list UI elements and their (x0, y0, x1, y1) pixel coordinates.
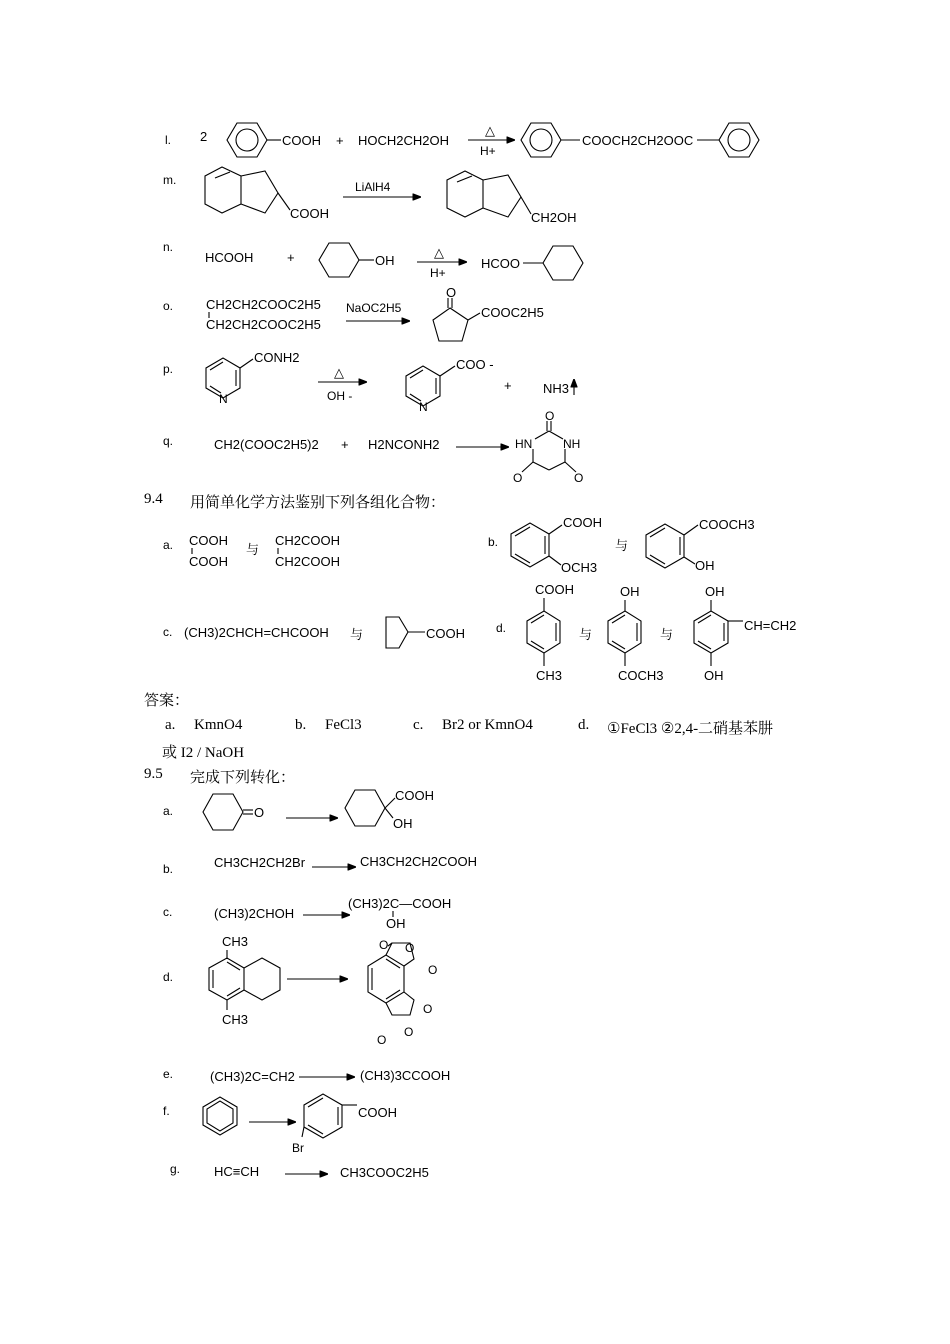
benzene-ring (608, 611, 641, 653)
reagent-lialh4: LiAlH4 (355, 180, 391, 194)
plus-sign: + (336, 133, 344, 148)
transform-d (163, 934, 437, 1047)
section-9-5-title: 完成下列转化： (190, 770, 296, 786)
diester-linker: COOCH2CH2OOC (582, 133, 694, 148)
methoxy-group: OCH3 (561, 560, 598, 575)
reaction-m (163, 167, 577, 225)
identify-d (496, 582, 796, 683)
item-label: e. (163, 1067, 174, 1081)
acid-catalyst: H+ (480, 144, 496, 158)
reaction-label: m. (163, 173, 177, 187)
benzene-ring (304, 1094, 342, 1138)
heat-symbol: △ (485, 123, 495, 138)
ethylene-glycol: HOCH2CH2OH (358, 133, 450, 148)
hydroxyl-group: OH (705, 584, 725, 599)
anhydride-oxygen: O (379, 938, 389, 952)
diester-line2: CH2CH2COOC2H5 (206, 317, 321, 332)
urea: H2NCONH2 (368, 437, 440, 452)
transform-b (163, 854, 477, 876)
butanoic-acid: CH3CH2CH2COOH (360, 854, 478, 869)
transform-c (163, 896, 451, 931)
item-label: a. (163, 804, 174, 818)
ring-nitrogen: N (219, 392, 228, 406)
cyclopentanone-ring (433, 308, 468, 341)
anhydride-oxygen: O (428, 963, 438, 977)
hydroxy-acid-line2: OH (386, 916, 406, 931)
transform-a (163, 788, 434, 831)
carboxylate-group: COO - (456, 357, 494, 372)
oxalic-acid-line2: COOH (189, 554, 228, 569)
answer-b-label: b. (295, 717, 307, 733)
heat-symbol: △ (334, 365, 344, 380)
carboxyl-group: COOH (282, 133, 321, 148)
and-word: 与 (660, 627, 674, 642)
item-label: b. (163, 862, 174, 876)
plus-sign: + (341, 437, 349, 452)
carboxyl-group: COOH (395, 788, 434, 803)
succinic-acid-line2: CH2COOH (275, 554, 341, 569)
reaction-o (163, 285, 544, 341)
isopropanol: (CH3)2CHOH (214, 906, 295, 921)
benzene-ring (646, 524, 684, 568)
and-word: 与 (615, 538, 629, 553)
ketone-oxygen: O (254, 805, 265, 820)
methyl-group: CH3 (536, 668, 563, 683)
item-label: c. (163, 625, 173, 639)
answer-d-label: d. (578, 717, 590, 733)
benzene-ring (227, 123, 267, 157)
bromine: Br (292, 1141, 304, 1155)
reaction-label: o. (163, 299, 174, 313)
methyl-group: CH3 (222, 934, 249, 949)
benzene-ring (203, 1097, 237, 1135)
answer-d-text: ①FeCl3 ②2,4-二硝基苯肼 (607, 721, 774, 737)
acetyl-group: COCH3 (618, 668, 664, 683)
isobutylene: (CH3)2C=CH2 (210, 1069, 295, 1084)
oxalic-acid-line1: COOH (189, 533, 228, 548)
reaction-label: l. (165, 133, 171, 147)
amide-group: CONH2 (254, 350, 300, 365)
cyclohexane-ring (345, 790, 385, 826)
benzene-ring (527, 611, 560, 653)
reaction-n (163, 240, 583, 280)
carboxyl-group: COOH (358, 1105, 397, 1120)
ammonia: NH3 (543, 381, 570, 396)
ketone-oxygen: O (446, 285, 457, 300)
answer-b-text: FeCl3 (325, 717, 362, 733)
acetylene: HC≡CH (214, 1164, 260, 1179)
reaction-l (165, 123, 759, 158)
item-label: g. (170, 1162, 181, 1176)
reaction-label: q. (163, 434, 174, 448)
answer-c-label: c. (413, 717, 424, 733)
carbonyl-oxygen: O (574, 471, 584, 485)
benzene-ring (521, 123, 561, 157)
diethyl-malonate: CH2(COOC2H5)2 (214, 437, 319, 452)
succinic-acid-line1: CH2COOH (275, 533, 341, 548)
ester-group: COOC2H5 (481, 305, 544, 320)
identify-b (488, 515, 755, 575)
transform-f (163, 1094, 397, 1155)
vinyl-group: CH=CH2 (744, 618, 797, 633)
anhydride-oxygen: O (404, 1025, 414, 1039)
base-catalyst: OH - (327, 389, 353, 403)
bicyclic-ring (205, 167, 278, 213)
section-9-4-title: 用简单化学方法鉴别下列各组化合物： (190, 495, 446, 511)
item-label: f. (163, 1104, 170, 1118)
cyclohexane-ring (543, 246, 583, 280)
reaction-label: p. (163, 362, 174, 376)
item-label: d. (163, 970, 174, 984)
item-label: d. (496, 621, 507, 635)
plus-sign: + (504, 378, 512, 393)
ethyl-acetate: CH3COOC2H5 (340, 1165, 429, 1180)
benzene-ring (694, 611, 728, 653)
reaction-q (163, 409, 583, 485)
methyl-group: CH3 (222, 1012, 249, 1027)
hydroxyl-group: OH (704, 668, 724, 683)
bicyclic-ring (447, 171, 521, 217)
tetralin-ring (209, 958, 280, 1000)
formic-acid: HCOOH (205, 250, 254, 265)
reagent-naoc2h5: NaOC2H5 (346, 301, 402, 315)
benzene-ring (719, 123, 759, 157)
diester-line1: CH2CH2COOC2H5 (206, 297, 321, 312)
carbonyl-oxygen: O (545, 409, 555, 423)
plus-sign: + (287, 250, 295, 265)
methyl-ester-group: COOCH3 (699, 517, 755, 532)
hydroxymethyl-group: CH2OH (531, 210, 577, 225)
ring-nh: HN (515, 437, 533, 451)
pivalic-acid: (CH3)3CCOOH (360, 1068, 451, 1083)
and-word: 与 (246, 542, 260, 557)
section-9-4-number: 9.4 (144, 491, 163, 507)
hydroxyl-group: OH (393, 816, 413, 831)
answer-a-label: a. (165, 717, 176, 733)
carboxyl-group: COOH (535, 582, 574, 597)
and-word: 与 (350, 627, 364, 642)
hydroxyl-group: OH (620, 584, 640, 599)
cyclohexanone-ring (203, 794, 243, 830)
and-word: 与 (579, 627, 593, 642)
item-label: a. (163, 538, 174, 552)
benzene-ring (511, 523, 549, 567)
answer-c-text: Br2 or KmnO4 (442, 717, 533, 733)
carboxyl-group: COOH (290, 206, 329, 221)
propyl-bromide: CH3CH2CH2Br (214, 855, 306, 870)
unsaturated-acid: (CH3)2CHCH=CHCOOH (184, 625, 329, 640)
identify-a (163, 533, 340, 569)
anhydride-oxygen: O (377, 1033, 387, 1047)
anhydride-oxygen: O (423, 1002, 433, 1016)
section-9-5-number: 9.5 (144, 766, 163, 782)
answer-a-text: KmnO4 (194, 717, 243, 733)
formate-group: HCOO (481, 256, 520, 271)
coefficient: 2 (200, 129, 208, 144)
anhydride-oxygen: O (405, 941, 415, 955)
transform-g (170, 1162, 429, 1180)
transform-e (163, 1067, 450, 1084)
carbonyl-oxygen: O (513, 471, 523, 485)
reaction-label: n. (163, 240, 174, 254)
answer-continuation: 或 I2 / NaOH (162, 745, 245, 761)
cyclohexane-ring (319, 243, 359, 277)
heat-symbol: △ (434, 245, 444, 260)
cyclopentane-ring (386, 617, 408, 648)
ring-nitrogen: N (419, 400, 428, 414)
acid-catalyst: H+ (430, 266, 446, 280)
ring-nh: NH (563, 437, 581, 451)
reaction-p (163, 350, 574, 414)
identify-c (163, 617, 465, 648)
item-label: b. (488, 535, 499, 549)
hydroxyl-group: OH (695, 558, 715, 573)
carboxyl-group: COOH (426, 626, 465, 641)
answers-heading: 答案： (144, 693, 190, 709)
hydroxy-acid-line1: (CH3)2C—COOH (348, 896, 452, 911)
carboxyl-group: COOH (563, 515, 602, 530)
hydroxyl-group: OH (375, 253, 395, 268)
item-label: c. (163, 905, 173, 919)
